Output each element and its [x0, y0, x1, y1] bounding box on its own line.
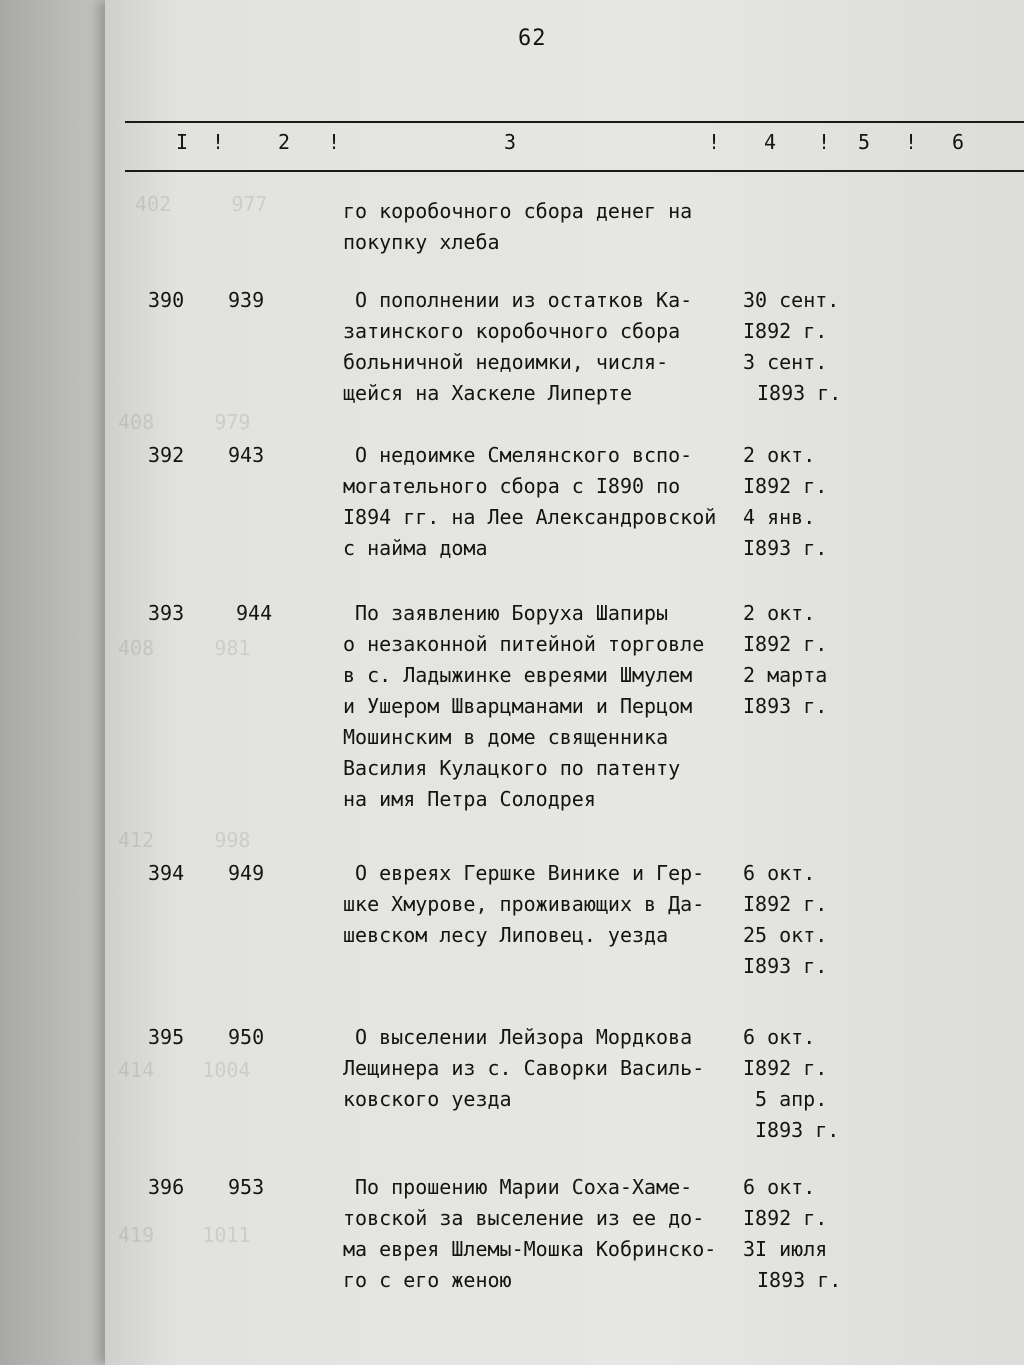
description-cell: [343, 1172, 743, 1296]
date-line: I892 г.: [743, 1056, 828, 1080]
description-line: на имя Петра Солодрея: [343, 787, 596, 811]
dates-cell: [743, 1172, 863, 1296]
date-line: I893 г.: [755, 1118, 840, 1142]
header-separator: !: [328, 130, 341, 154]
date-line: 4 янв.: [743, 505, 816, 529]
date-line: I892 г.: [743, 632, 828, 656]
dates-cell: [743, 858, 863, 982]
dates-cell: [743, 1022, 863, 1146]
header-separator: !: [905, 130, 918, 154]
header-separator: !: [212, 130, 225, 154]
description-line: По заявлению Боруха Шапиры: [355, 601, 669, 625]
description-cell: [343, 598, 743, 815]
date-line: 25 окт.: [743, 923, 828, 947]
description-line: шке Хмурове, проживающих в Да-: [343, 892, 705, 916]
description-line: затинского коробочного сбора: [343, 319, 681, 343]
date-line: 3I июля: [743, 1237, 828, 1261]
page-number: 62: [518, 26, 547, 51]
description-line: покупку хлеба: [343, 230, 500, 254]
case-number: 953: [228, 1175, 265, 1199]
date-line: I893 г.: [757, 381, 842, 405]
description-line: могательного сбора с I890 по: [343, 474, 681, 498]
header-col-1: I: [176, 130, 189, 154]
header-col-3: 3: [504, 130, 517, 154]
date-line: I892 г.: [743, 319, 828, 343]
date-line: 6 окт.: [743, 861, 816, 885]
entry-number: 396: [148, 1175, 185, 1199]
header-col-4: 4: [764, 130, 777, 154]
header-separator: !: [818, 130, 831, 154]
description-cell: [343, 440, 743, 564]
description-line: щейся на Хаскеле Липерте: [343, 381, 632, 405]
bleed-through-text: 408 979: [118, 410, 251, 434]
description-line: и Ушером Шварцманами и Перцом: [343, 694, 693, 718]
date-line: 2 окт.: [743, 601, 816, 625]
entry-number: 394: [148, 861, 185, 885]
description-line: товской за выселение из ее до-: [343, 1206, 705, 1230]
date-line: 3 сент.: [743, 350, 828, 374]
description-cell: [343, 285, 743, 409]
header-col-5: 5: [858, 130, 871, 154]
dates-cell: [743, 285, 863, 409]
date-line: 2 окт.: [743, 443, 816, 467]
date-line: I892 г.: [743, 1206, 828, 1230]
bleed-through-text: 408 981: [118, 636, 251, 660]
description-line: шевском лесу Липовец. уезда: [343, 923, 669, 947]
case-number: 944: [236, 601, 273, 625]
header-separator: !: [708, 130, 721, 154]
dates-cell: [743, 598, 863, 722]
description-line: Василия Кулацкого по патенту: [343, 756, 681, 780]
date-line: 6 окт.: [743, 1175, 816, 1199]
description-line: О пополнении из остатков Ка-: [355, 288, 693, 312]
bleed-through-text: 414 1004: [118, 1058, 251, 1082]
description-line: Мошинским в доме священника: [343, 725, 669, 749]
description-line: о незаконной питейной торговле: [343, 632, 705, 656]
date-line: 5 апр.: [755, 1087, 828, 1111]
entry-number: 392: [148, 443, 185, 467]
entry-number: 393: [148, 601, 185, 625]
description-line: больничной недоимки, числя-: [343, 350, 669, 374]
date-line: I892 г.: [743, 474, 828, 498]
description-line: ма еврея Шлемы-Мошка Кобринско-: [343, 1237, 717, 1261]
case-number: 939: [228, 288, 265, 312]
description-line: I894 гг. на Лее Александровской: [343, 505, 717, 529]
description-line: в с. Ладыжинке евреями Шмулем: [343, 663, 693, 687]
description-line: Лещинера из с. Саворки Василь-: [343, 1056, 705, 1080]
entry-number: 390: [148, 288, 185, 312]
description-cell: [343, 1022, 743, 1115]
description-line: го с его женою: [343, 1268, 512, 1292]
bleed-through-text: 419 1011: [118, 1223, 251, 1247]
date-line: I893 г.: [743, 536, 828, 560]
description-cell: [343, 858, 743, 951]
table-header: [0, 130, 1024, 162]
date-line: I893 г.: [743, 694, 828, 718]
bleed-through-text: 402 977: [135, 192, 268, 216]
table-header-bottom-rule: [125, 170, 1024, 172]
date-line: 30 сент.: [743, 288, 840, 312]
header-col-2: 2: [278, 130, 291, 154]
description-line: ковского уезда: [343, 1087, 512, 1111]
description-line: По прошению Марии Соха-Хаме-: [355, 1175, 693, 1199]
table-header-top-rule: [125, 121, 1024, 123]
date-line: I893 г.: [743, 954, 828, 978]
description-line: с найма дома: [343, 536, 488, 560]
date-line: I893 г.: [757, 1268, 842, 1292]
description-line: О евреях Гершке Винике и Гер-: [355, 861, 705, 885]
case-number: 943: [228, 443, 265, 467]
header-col-6: 6: [952, 130, 965, 154]
date-line: 2 марта: [743, 663, 828, 687]
bleed-through-text: 412 998: [118, 828, 251, 852]
case-number: 950: [228, 1025, 265, 1049]
case-number: 949: [228, 861, 265, 885]
dates-cell: [743, 440, 863, 564]
date-line: I892 г.: [743, 892, 828, 916]
description-line: О выселении Лейзора Мордкова: [355, 1025, 693, 1049]
description-line: го коробочного сбора денег на: [343, 199, 693, 223]
entry-number: 395: [148, 1025, 185, 1049]
date-line: 6 окт.: [743, 1025, 816, 1049]
description-line: О недоимке Смелянского вспо-: [355, 443, 693, 467]
description-cell: [343, 196, 743, 258]
